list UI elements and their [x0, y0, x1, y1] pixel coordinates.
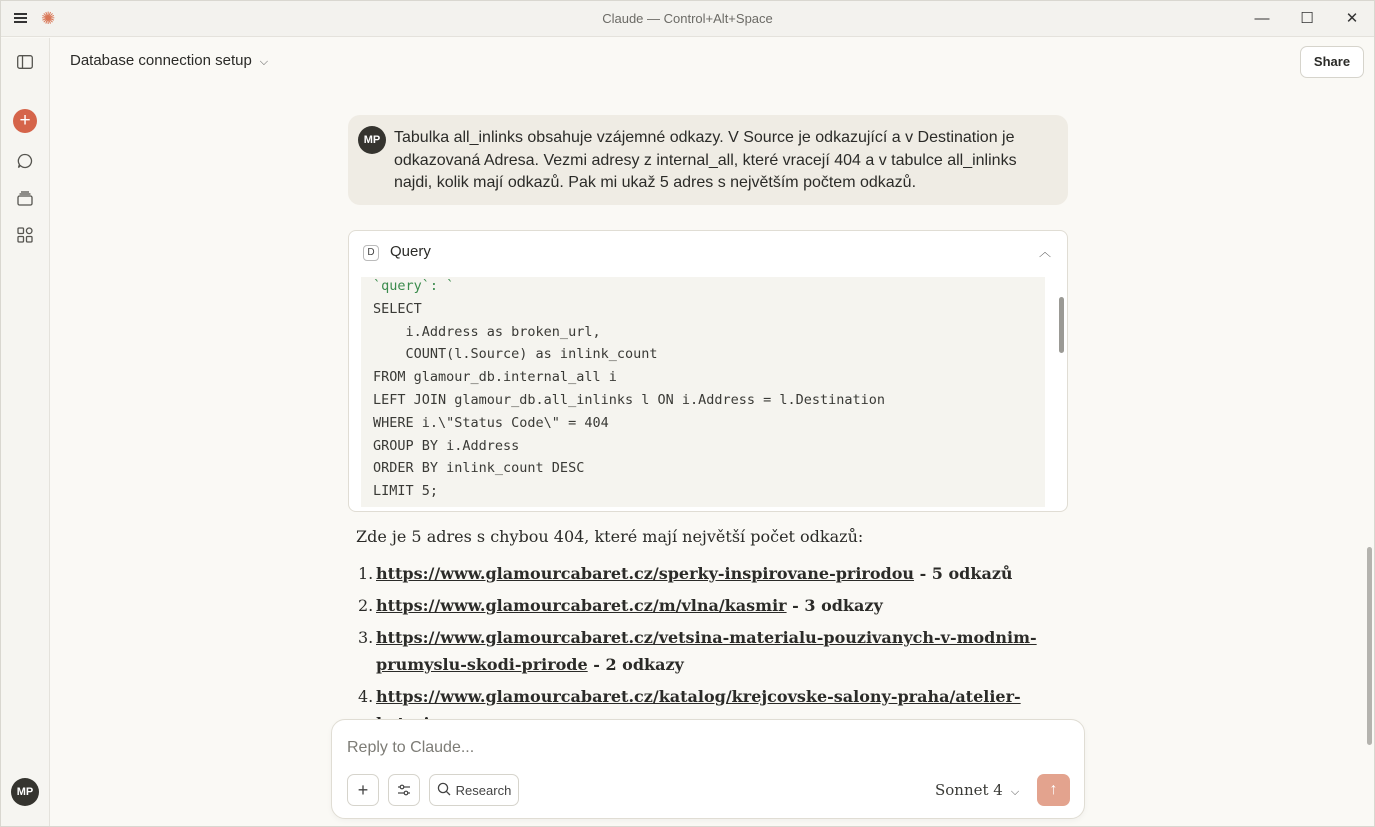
avatar: MP: [358, 126, 386, 154]
user-avatar[interactable]: MP: [11, 778, 39, 806]
chevron-up-icon[interactable]: ︿: [1039, 245, 1052, 259]
query-card-label[interactable]: Query: [390, 243, 431, 260]
sidebar-toggle-icon[interactable]: [14, 51, 36, 73]
maximize-button[interactable]: ☐: [1300, 10, 1314, 27]
list-item: [356, 624, 1056, 678]
research-icon: [437, 782, 451, 799]
artifacts-icon[interactable]: [14, 224, 36, 246]
result-link[interactable]: https://www.glamourcabaret.cz/katalog/krejcovske-salony-praha/atelier-: [376, 687, 1021, 706]
sliders-icon: [397, 784, 411, 796]
model-name: Sonnet 4: [935, 781, 1003, 799]
list-number: 3.: [358, 628, 374, 647]
tools-button[interactable]: [388, 774, 420, 806]
chevron-down-icon: ⌵: [259, 56, 269, 68]
page-scrollbar[interactable]: [1367, 547, 1372, 745]
user-message: [348, 115, 1068, 205]
window-title: Claude — Control+Alt+Space: [602, 11, 773, 26]
reply-input[interactable]: [347, 736, 1047, 760]
inlink-count: - 5 odkazů: [914, 564, 1013, 583]
conversation-title[interactable]: [70, 52, 268, 69]
chats-icon[interactable]: [14, 150, 36, 172]
result-link[interactable]: https://www.glamourcabaret.cz/m/vlna/kasmir: [376, 596, 787, 615]
new-chat-button[interactable]: +: [13, 109, 37, 133]
share-button[interactable]: Share: [1300, 46, 1364, 78]
code-scrollbar-thumb[interactable]: [1059, 297, 1064, 353]
minimize-button[interactable]: —: [1254, 10, 1270, 27]
add-attachment-button[interactable]: +: [347, 774, 379, 806]
list-item: [356, 592, 1056, 619]
list-number: 4.: [358, 687, 374, 706]
send-button[interactable]: ↑: [1037, 774, 1070, 806]
result-list: [356, 560, 1056, 737]
list-number: 2.: [358, 596, 374, 615]
user-message-text: Tabulka all_inlinks obsahuje vzájemné odkazy. V Source je odkazující a v Destination je odkazovaná Adresa. Vezmi adresy z internal_all, které vracejí 404 a v tabulce all_inlinks najdi, kolik mají odkazů. Pak mi ukaž 5 adres s největším počtem odkazů.: [394, 129, 1017, 191]
response-intro: Zde je 5 adres s chybou 404, které mají největší počet odkazů:: [356, 527, 864, 546]
query-code-key: `query`: `: [373, 278, 455, 294]
result-link[interactable]: https://www.glamourcabaret.cz/sperky-inspirovane-prirodou: [376, 564, 915, 583]
list-number: 1.: [358, 564, 374, 583]
query-code: SELECT i.Address as broken_url, COUNT(l.Source) as inlink_count FROM glamour_db.internal_all i LEFT JOIN glamour_db.all_inlinks l ON i.Address = l.Destination WHERE i.\"Status Code\" = 404 GROUP BY i.Address ORDER BY inlink_count DESC LIMIT 5;: [373, 300, 886, 500]
research-label: Research: [455, 782, 512, 798]
query-tool-card: [348, 230, 1068, 512]
projects-icon[interactable]: [14, 187, 36, 209]
query-code-block: [361, 277, 1045, 507]
assistant-response: [356, 525, 1056, 742]
sidebar: [1, 38, 50, 827]
model-selector[interactable]: [935, 781, 1019, 799]
research-button[interactable]: [429, 774, 519, 806]
close-button[interactable]: ✕: [1345, 10, 1359, 27]
code-scrollbar[interactable]: [1057, 277, 1065, 507]
claude-logo-icon: ✺: [41, 9, 56, 28]
chevron-down-icon: ⌵: [1010, 785, 1020, 798]
conversation-title-text: Database connection setup: [70, 52, 252, 69]
message-composer: [331, 719, 1085, 819]
list-item: [356, 560, 1056, 587]
result-link[interactable]: https://www.glamourcabaret.cz/vetsina-materialu-pouzivanych-v-modnim-prumyslu-skodi-prirode: [376, 628, 1037, 674]
inlink-count: - 3 odkazy: [786, 596, 883, 615]
inlink-count: - 2 odkazy: [587, 655, 684, 674]
database-tool-icon: D: [363, 245, 379, 261]
title-bar: [1, 1, 1374, 37]
